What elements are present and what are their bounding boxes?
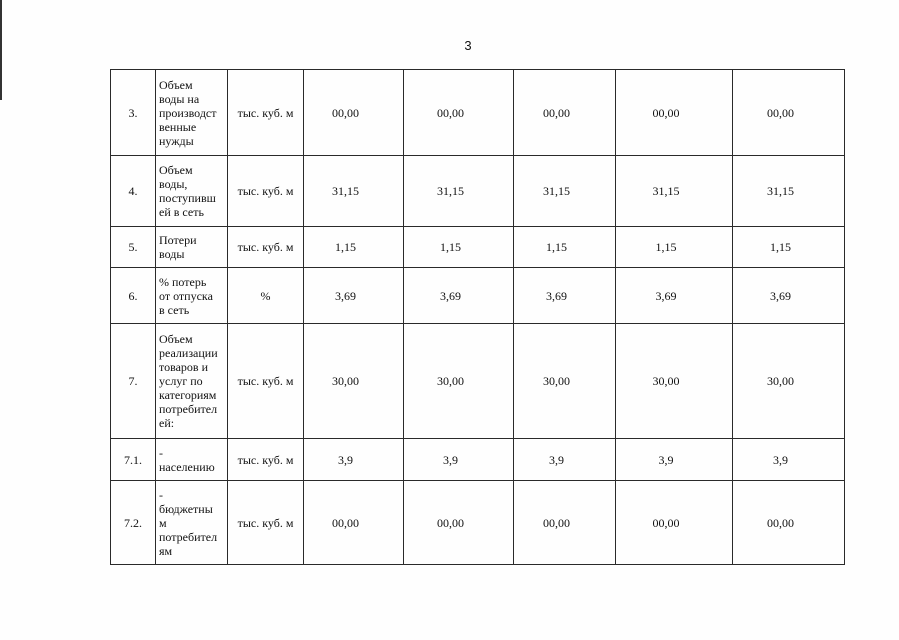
row-number: 7. <box>111 324 156 439</box>
row-value: 3,69 <box>304 268 404 324</box>
row-value: 31,15 <box>616 156 733 227</box>
row-value: 3,69 <box>514 268 616 324</box>
row-number: 3. <box>111 70 156 156</box>
row-value: 30,00 <box>514 324 616 439</box>
row-unit: тыс. куб. м <box>228 156 304 227</box>
row-value: 30,00 <box>616 324 733 439</box>
row-value: 1,15 <box>404 227 514 268</box>
row-value: 00,00 <box>514 481 616 565</box>
row-value: 00,00 <box>404 481 514 565</box>
row-unit: тыс. куб. м <box>228 70 304 156</box>
row-name: Потери воды <box>156 227 228 268</box>
table-row <box>111 156 845 227</box>
row-value: 30,00 <box>404 324 514 439</box>
row-unit: тыс. куб. м <box>228 227 304 268</box>
row-number: 4. <box>111 156 156 227</box>
row-value: 31,15 <box>304 156 404 227</box>
row-name: - населению <box>156 439 228 481</box>
table-row <box>111 70 845 156</box>
row-name: Объем воды на производст венные нужды <box>156 70 228 156</box>
row-value: 3,69 <box>404 268 514 324</box>
row-value: 3,9 <box>304 439 404 481</box>
row-number: 5. <box>111 227 156 268</box>
row-value: 3,9 <box>514 439 616 481</box>
row-value: 00,00 <box>404 70 514 156</box>
row-name: % потерь от отпуска в сеть <box>156 268 228 324</box>
row-name: Объем воды, поступивш ей в сеть <box>156 156 228 227</box>
row-value: 3,9 <box>733 439 845 481</box>
row-unit: тыс. куб. м <box>228 439 304 481</box>
row-value: 1,15 <box>514 227 616 268</box>
row-unit: тыс. куб. м <box>228 481 304 565</box>
row-value: 00,00 <box>616 70 733 156</box>
row-value: 3,69 <box>616 268 733 324</box>
row-value: 3,9 <box>404 439 514 481</box>
row-name: Объем реализации товаров и услуг по категориям потребител ей: <box>156 324 228 439</box>
row-value: 00,00 <box>733 481 845 565</box>
row-value: 1,15 <box>616 227 733 268</box>
row-value: 3,69 <box>733 268 845 324</box>
row-value: 00,00 <box>304 481 404 565</box>
row-value: 30,00 <box>733 324 845 439</box>
row-value: 30,00 <box>304 324 404 439</box>
table-row <box>111 439 845 481</box>
row-unit: тыс. куб. м <box>228 324 304 439</box>
table-row <box>111 227 845 268</box>
row-value: 00,00 <box>733 70 845 156</box>
scan-edge-mark <box>0 0 2 100</box>
indicators-table <box>110 69 845 565</box>
row-value: 1,15 <box>304 227 404 268</box>
row-value: 1,15 <box>733 227 845 268</box>
row-value: 00,00 <box>514 70 616 156</box>
row-value: 31,15 <box>514 156 616 227</box>
row-value: 00,00 <box>304 70 404 156</box>
page-number: 3 <box>464 38 472 53</box>
row-value: 31,15 <box>404 156 514 227</box>
row-name: - бюджетны м потребител ям <box>156 481 228 565</box>
row-value: 00,00 <box>616 481 733 565</box>
table-row <box>111 268 845 324</box>
row-value: 3,9 <box>616 439 733 481</box>
table-row <box>111 481 845 565</box>
row-value: 31,15 <box>733 156 845 227</box>
row-number: 7.1. <box>111 439 156 481</box>
row-unit: % <box>228 268 304 324</box>
table-row <box>111 324 845 439</box>
row-number: 7.2. <box>111 481 156 565</box>
row-number: 6. <box>111 268 156 324</box>
